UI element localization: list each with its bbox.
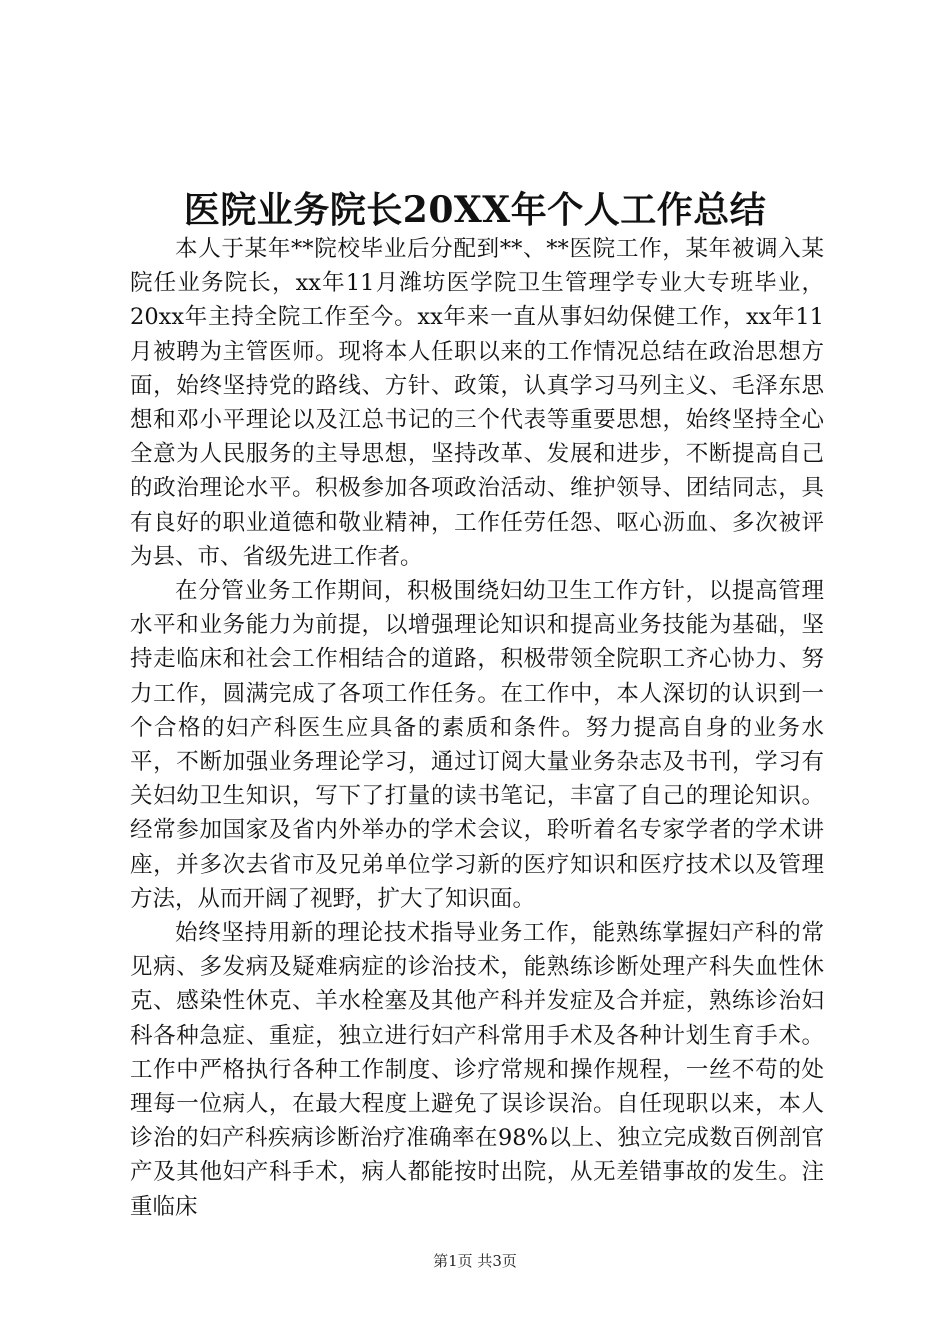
paragraph-1: 本人于某年**院校毕业后分配到**、**医院工作，某年被调入某院任业务院长，xx年11月潍坊医学院卫生管理学专业大专班毕业，20xx年主持全院工作至今。xx年来一直从事妇幼保健工作，xx年11月被聘为主管医师。现将本人任职以来的工作情况总结在政治思想方面，始终坚持党的路线、方针、政策，认真学习马列主义、毛泽东思想和邓小平理论以及江总书记的三个代表等重要思想，始终坚持全心全意为人民服务的主导思想，坚持改革、发展和进步，不断提高自己的政治理论水平。积极参加各项政治活动、维护领导、团结同志，具有良好的职业道德和敬业精神，工作任劳任怨、呕心沥血、多次被评为县、市、省级先进工作者。 [130, 236, 824, 570]
document-title: 医院业务院长20XX年个人工作总结 [183, 189, 767, 231]
page-number-footer: 第1页 共3页 [433, 1252, 517, 1270]
paragraph-3: 始终坚持用新的理论技术指导业务工作，能熟练掌握妇产科的常见病、多发病及疑难病症的诊治技术，能熟练诊断处理产科失血性休克、感染性休克、羊水栓塞及其他产科并发症及合并症，熟练诊治妇科各种急症、重症，独立进行妇产科常用手术及各种计划生育手术。工作中严格执行各种工作制度、诊疗常规和操作规程，一丝不苟的处理每一位病人，在最大程度上避免了误诊误治。自任现职以来，本人诊治的妇产科疾病诊断治疗准确率在98%以上、独立完成数百例剖官产及其他妇产科手术，病人都能按时出院，从无差错事故的发生。注重临床 [130, 920, 824, 1220]
document-body [130, 232, 824, 1224]
paragraph-2: 在分管业务工作期间，积极围绕妇幼卫生工作方针，以提高管理水平和业务能力为前提，以增强理论知识和提高业务技能为基础，坚持走临床和社会工作相结合的道路，积极带领全院职工齐心协力、努力工作，圆满完成了各项工作任务。在工作中，本人深切的认识到一个合格的妇产科医生应具备的素质和条件。努力提高自身的业务水平，不断加强业务理论学习，通过订阅大量业务杂志及书刊，学习有关妇幼卫生知识，写下了打量的读书笔记，丰富了自己的理论知识。经常参加国家及省内外举办的学术会议，聆听着名专家学者的学术讲座，并多次去省市及兄弟单位学习新的医疗知识和医疗技术以及管理方法，从而开阔了视野，扩大了知识面。 [130, 578, 824, 912]
